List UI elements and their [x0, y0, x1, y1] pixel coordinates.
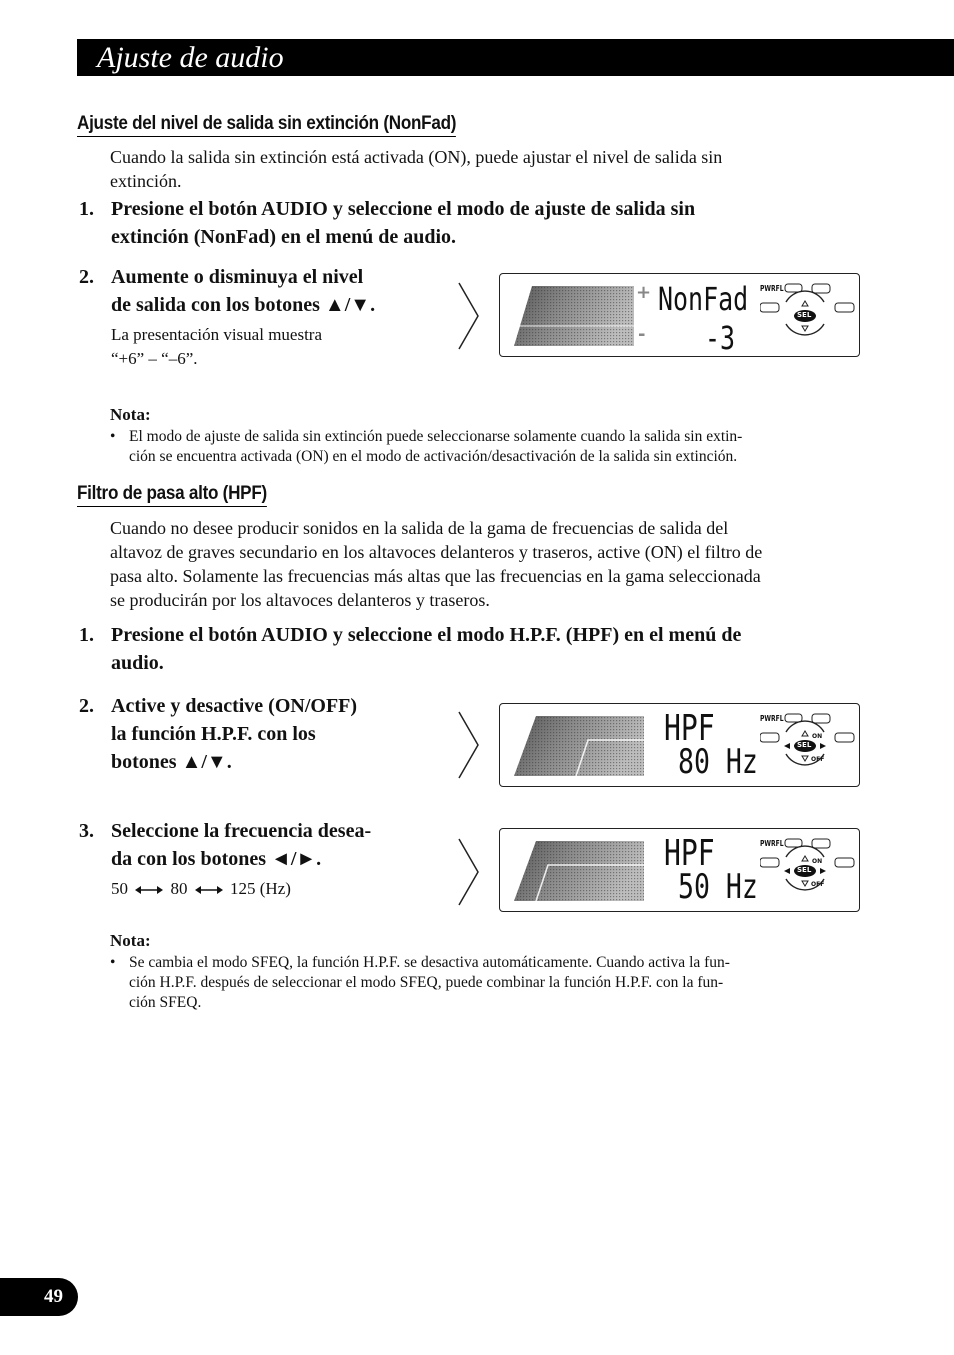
chevron-right-icon: [456, 710, 482, 780]
lcd-display-hpf-50: [499, 828, 860, 912]
nonfad-nota-label: Nota:: [110, 405, 151, 424]
section-title-hpf: Filtro de pasa alto (HPF): [77, 483, 267, 507]
freq-value: 125 (Hz): [230, 879, 291, 898]
step-number: 2.: [79, 695, 94, 717]
header-bar: [77, 39, 954, 76]
double-arrow-icon: [135, 885, 163, 895]
fader-graphic-icon: [514, 284, 634, 346]
hpf-intro-line: Cuando no desee producir sonidos en la salida de la gama de frecuencias de salida del: [110, 518, 729, 538]
double-arrow-icon: [195, 885, 223, 895]
hpf-graphic-icon: [514, 714, 644, 776]
lcd-mode-label: HPF: [664, 833, 715, 874]
lcd-value: 50 Hz: [678, 867, 758, 907]
freq-value: 80: [170, 879, 188, 898]
on-label: ON: [812, 858, 823, 865]
step-number: 1.: [79, 624, 94, 646]
pwrfl-label: PWRFL: [760, 284, 784, 293]
bullet-dot: •: [110, 954, 116, 971]
lcd-value: 80 Hz: [678, 742, 758, 782]
step-line: da con los botones ◄/►.: [111, 848, 322, 870]
step-number: 3.: [79, 820, 94, 842]
hpf-graphic-icon: [514, 839, 644, 901]
lcd-value: -3: [705, 319, 736, 357]
bullet-dot: •: [110, 428, 116, 445]
nota-line: ción SFEQ.: [129, 994, 202, 1011]
nota-line: El modo de ajuste de salida sin extinción puede seleccionarse solamente cuando la salida sin extin-: [129, 428, 743, 445]
control-pad-icon: [760, 282, 856, 352]
nonfad-display-note: [111, 323, 322, 371]
freq-sequence: [111, 877, 291, 901]
step-number: 2.: [79, 266, 94, 288]
note-line: “+6” – “–6”.: [111, 349, 198, 368]
on-label: ON: [812, 733, 823, 740]
sel-label: SEL: [797, 866, 812, 874]
step-number: 1.: [79, 198, 94, 220]
hpf-intro-line: se producirán por los altavoces delanteros y traseros.: [110, 590, 490, 610]
step-line: Aumente o disminuya el nivel: [111, 266, 364, 288]
nota-line: ción H.P.F. después de seleccionar el modo SFEQ, puede combinar la función H.P.F. con la fun-: [129, 974, 724, 991]
hpf-intro-line: pasa alto. Solamente las frecuencias más altas que las frecuencias en la gama seleccionada: [110, 566, 761, 586]
control-pad-icon: [760, 712, 856, 782]
step-line: Presione el botón AUDIO y seleccione el modo H.P.F. (HPF) en el menú de: [111, 624, 742, 646]
sel-label: SEL: [797, 311, 812, 319]
nota-line: Se cambia el modo SFEQ, la función H.P.F. se desactiva automáticamente. Cuando activa la fun-: [129, 954, 730, 971]
control-pad-icon: [760, 837, 856, 907]
lcd-mode-label: NonFad: [658, 280, 749, 318]
step-line: de salida con los botones ▲/▼.: [111, 294, 376, 316]
sel-label: SEL: [797, 741, 812, 749]
chevron-right-icon: [456, 837, 482, 907]
page-number-tab: [0, 1278, 78, 1316]
step-line: Active y desactive (ON/OFF): [111, 695, 358, 717]
step-line: la función H.P.F. con los: [111, 723, 316, 745]
step-line: Seleccione la frecuencia desea-: [111, 820, 372, 842]
step-line: audio.: [111, 652, 164, 674]
step-line: botones ▲/▼.: [111, 751, 232, 773]
lcd-display-hpf-80: [499, 703, 860, 787]
minus-indicator: -: [638, 324, 646, 345]
section-title-nonfad: Ajuste del nivel de salida sin extinción (NonFad): [77, 113, 456, 137]
chevron-right-icon: [456, 281, 482, 351]
page-header-title: Ajuste de audio: [97, 41, 284, 74]
hpf-intro: [110, 516, 762, 612]
off-label: OFF: [811, 881, 825, 888]
pwrfl-label: PWRFL: [760, 714, 784, 723]
step-line: extinción (NonFad) en el menú de audio.: [111, 226, 457, 248]
page-number: 49: [44, 1286, 63, 1307]
nonfad-intro-line: extinción.: [110, 171, 182, 191]
note-line: La presentación visual muestra: [111, 325, 323, 344]
hpf-intro-line: altavoz de graves secundario en los altavoces delanteros y traseros, active (ON) el filtro de: [110, 542, 763, 562]
plus-indicator: +: [636, 282, 652, 303]
pwrfl-label: PWRFL: [760, 839, 784, 848]
step-line: Presione el botón AUDIO y seleccione el modo de ajuste de salida sin: [111, 198, 696, 220]
off-label: OFF: [811, 756, 825, 763]
lcd-display-nonfad: [499, 273, 860, 357]
nonfad-intro: [110, 145, 722, 193]
lcd-mode-label: HPF: [664, 708, 715, 749]
freq-value: 50: [111, 879, 128, 898]
nota-line: ción se encuentra activada (ON) en el modo de activación/desactivación de la salida sin extinción.: [129, 448, 738, 465]
hpf-nota-label: Nota:: [110, 931, 151, 950]
nonfad-intro-line: Cuando la salida sin extinción está activada (ON), puede ajustar el nivel de salida sin: [110, 147, 723, 167]
